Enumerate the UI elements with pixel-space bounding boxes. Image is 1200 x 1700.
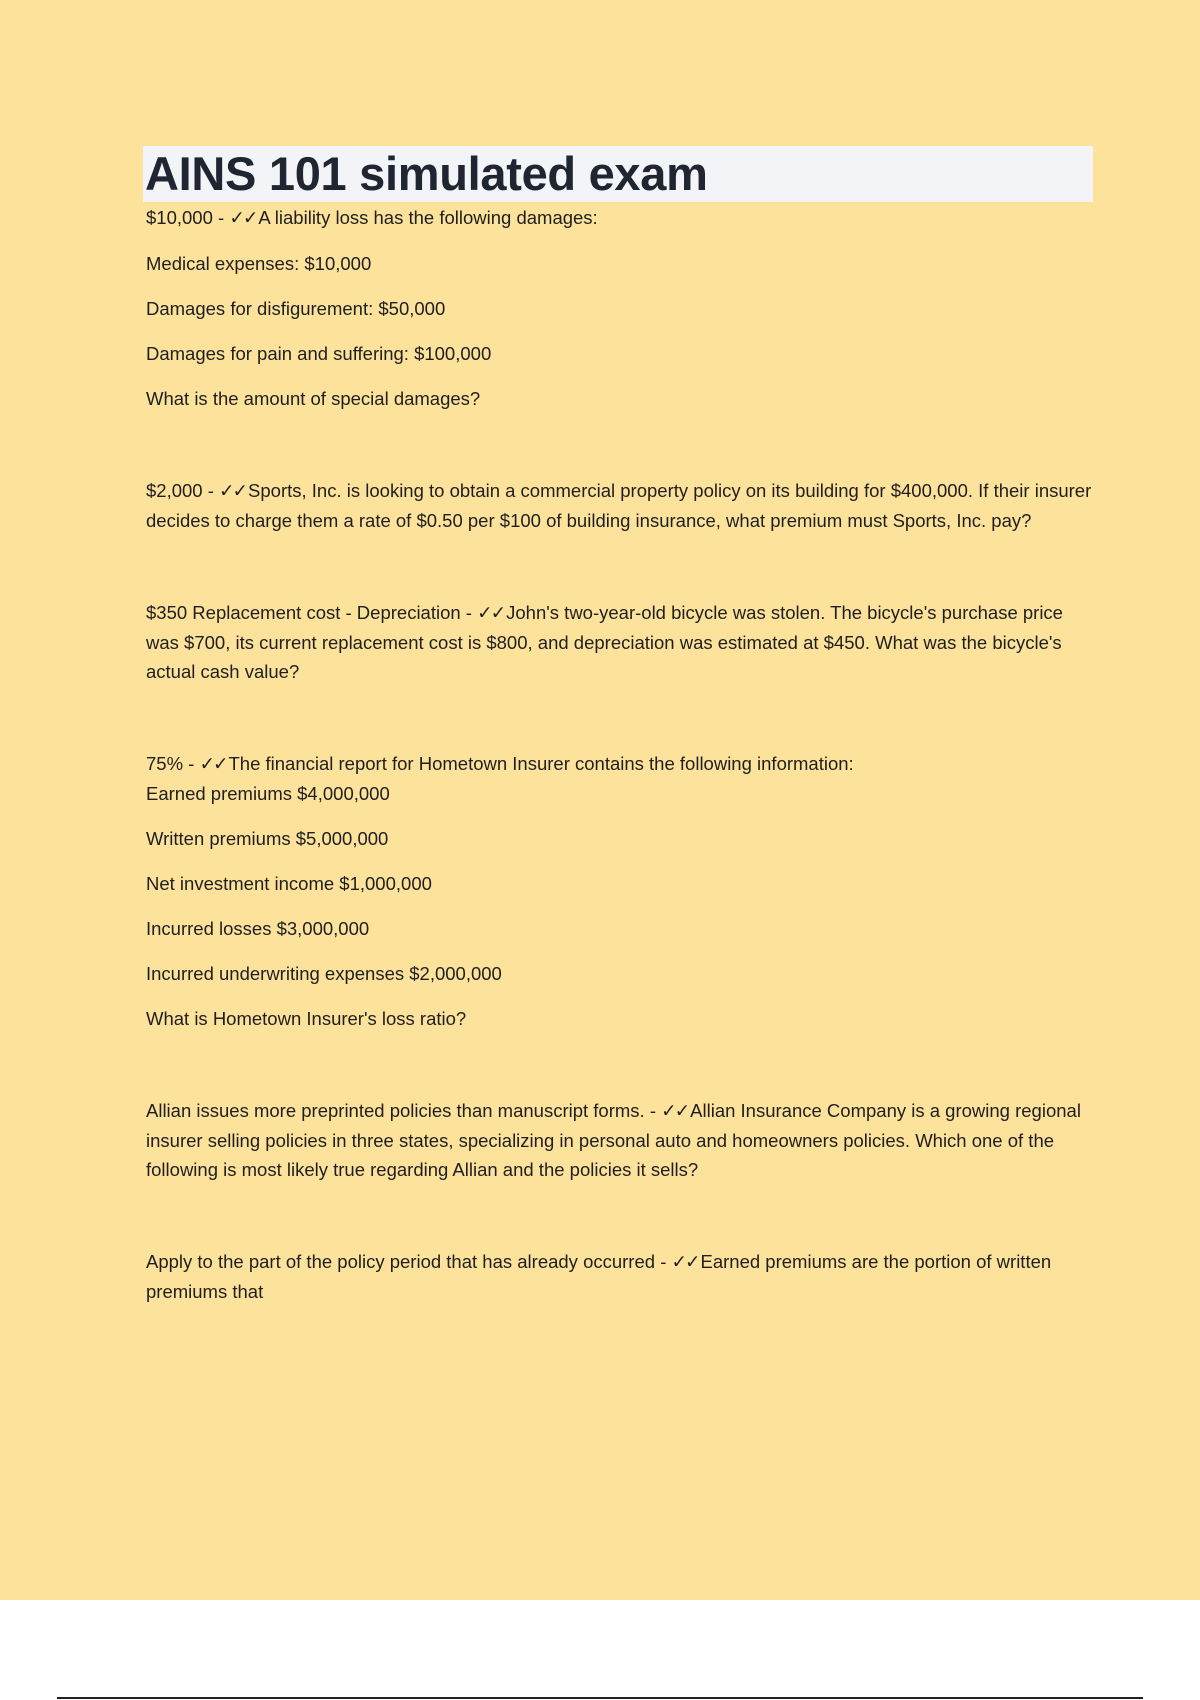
q4-line-expenses: Incurred underwriting expenses $2,000,000 [146,963,502,984]
qa-item-1 [146,203,1092,233]
answer-text: $2,000 - [146,480,220,501]
q1-line-question: What is the amount of special damages? [146,388,481,409]
q4-line-losses: Incurred losses $3,000,000 [146,918,370,939]
check-icon: ✓✓ [671,1252,699,1273]
q4-line-question: What is Hometown Insurer's loss ratio? [146,1008,467,1029]
qa-item-5 [146,1096,1092,1184]
check-icon: ✓✓ [229,208,257,229]
question-text: Allian Insurance Company is a growing regional insurer selling policies in three states, specializing in personal auto and homeowners policies. Which one of the following is most likely true regarding Allian and the policies it sells? [146,1100,1081,1180]
qa-item-3 [146,598,1092,686]
check-icon: ✓✓ [477,603,505,624]
footer-divider [57,1697,1143,1699]
question-text: Sports, Inc. is looking to obtain a commercial property policy on its building for $400,000. If their insurer decides to charge them a rate of $0.50 per $100 of building insurance, what premium must Sports, Inc. pay? [146,480,1092,531]
q1-line-pain: Damages for pain and suffering: $100,000 [146,343,492,364]
check-icon: ✓✓ [661,1101,689,1122]
question-text: A liability loss has the following damages: [258,207,598,228]
document-title: AINS 101 simulated exam [145,147,708,200]
q1-line-medical: Medical expenses: $10,000 [146,253,372,274]
document-body [146,203,1092,1306]
question-text: The financial report for Hometown Insurer contains the following information: [228,753,854,774]
qa-item-2 [146,476,1092,535]
check-icon: ✓✓ [219,481,247,502]
answer-text: Allian issues more preprinted policies than manuscript forms. - [146,1100,662,1121]
question-text: John's two-year-old bicycle was stolen. The bicycle's purchase price was $700, its current replacement cost is $800, and depreciation was estimated at $450. What was the bicycle's actual cash value? [146,602,1063,682]
answer-text: $350 Replacement cost - Depreciation - [146,602,478,623]
answer-text: $10,000 - [146,207,230,228]
answer-text: Apply to the part of the policy period that has already occurred - [146,1251,672,1272]
qa-item-6 [146,1247,1092,1306]
q1-line-disfigurement: Damages for disfigurement: $50,000 [146,298,446,319]
title-banner [143,146,1093,202]
q4-line-investment: Net investment income $1,000,000 [146,873,432,894]
answer-text: 75% - [146,753,200,774]
question-text: Earned premiums are the portion of written premiums that [146,1251,1052,1302]
q4-line-written: Written premiums $5,000,000 [146,828,389,849]
q4-line-earned: Earned premiums $4,000,000 [146,783,390,804]
qa-item-4 [146,749,1092,779]
check-icon: ✓✓ [199,754,227,775]
